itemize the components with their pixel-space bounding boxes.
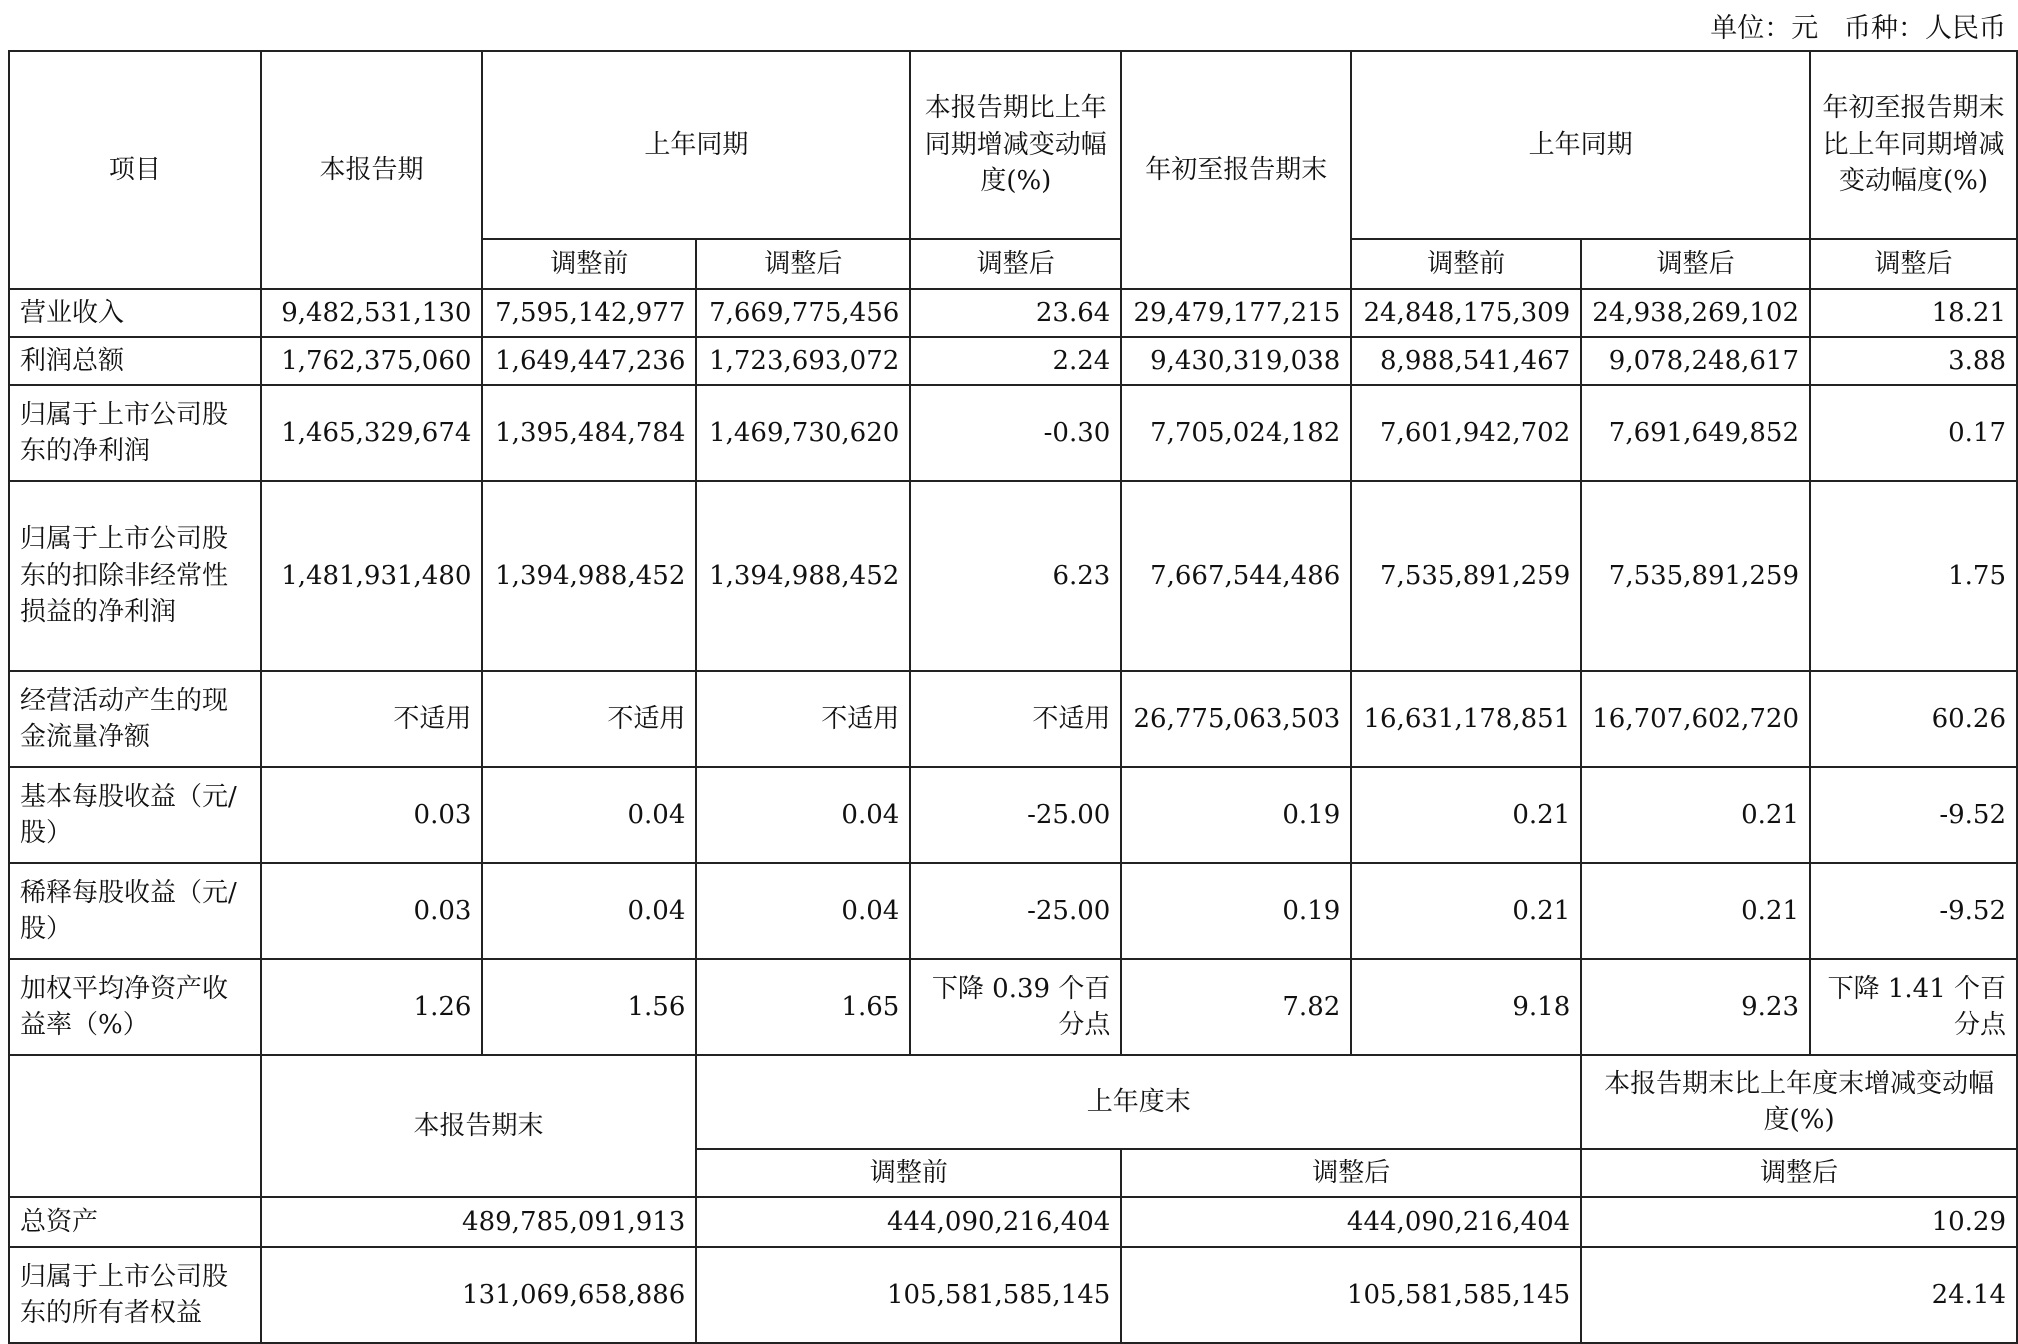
cell-value: 0.17 [1810,385,2017,481]
cell-value: 下降 0.39 个百分点 [910,959,1121,1055]
subheader-after-adjust-bottom: 调整后 [1121,1149,1581,1197]
row-label: 总资产 [9,1197,261,1247]
cell-value: 7,535,891,259 [1351,481,1581,671]
table-row [9,385,2017,481]
cell-value: 0.21 [1351,863,1581,959]
cell-value: 16,707,602,720 [1581,671,1810,767]
subheader-after-adjust: 调整后 [696,239,910,289]
cell-value: 444,090,216,404 [1121,1197,1581,1247]
cell-value: -9.52 [1810,767,2017,863]
cell-value: 9,482,531,130 [261,289,483,337]
cell-value: 1,395,484,784 [482,385,696,481]
row-label: 加权平均净资产收益率（%） [9,959,261,1055]
cell-value: 1,469,730,620 [696,385,910,481]
cell-value: 7,601,942,702 [1351,385,1581,481]
cell-value: 3.88 [1810,337,2017,385]
row-label: 归属于上市公司股东的净利润 [9,385,261,481]
cell-value: 0.03 [261,767,483,863]
cell-value: 8,988,541,467 [1351,337,1581,385]
cell-value: 60.26 [1810,671,2017,767]
cell-value: 7,667,544,486 [1121,481,1351,671]
cell-value: 不适用 [482,671,696,767]
row-label: 基本每股收益（元/股） [9,767,261,863]
bottom-header-blank [9,1055,261,1197]
cell-value: 不适用 [261,671,483,767]
table-row [9,481,2017,671]
cell-value: 0.21 [1581,767,1810,863]
cell-value: 0.21 [1581,863,1810,959]
cell-value: 2.24 [910,337,1121,385]
cell-value: 10.29 [1581,1197,2017,1247]
row-label: 利润总额 [9,337,261,385]
header-ytd-change-pct: 年初至报告期末比上年同期增减变动幅度(%) [1810,51,2017,239]
financial-table [8,50,2018,1344]
table-row [9,671,2017,767]
unit-note: 单位：元 币种：人民币 [1710,13,2006,44]
cell-value: 0.04 [482,863,696,959]
subheader-before-adjust-bottom: 调整前 [696,1149,1121,1197]
cell-value: 105,581,585,145 [696,1247,1121,1343]
cell-value: 1,465,329,674 [261,385,483,481]
cell-value: 下降 1.41 个百分点 [1810,959,2017,1055]
header-current-period: 本报告期 [261,51,483,289]
cell-value: 29,479,177,215 [1121,289,1351,337]
cell-value: 18.21 [1810,289,2017,337]
cell-value: 1.56 [482,959,696,1055]
cell-value: 7,705,024,182 [1121,385,1351,481]
cell-value: -9.52 [1810,863,2017,959]
table-row [9,337,2017,385]
cell-value: 1,394,988,452 [482,481,696,671]
cell-value: 16,631,178,851 [1351,671,1581,767]
cell-value: 0.04 [696,767,910,863]
row-label: 经营活动产生的现金流量净额 [9,671,261,767]
cell-value: 0.21 [1351,767,1581,863]
cell-value: 7,691,649,852 [1581,385,1810,481]
cell-value: 1.26 [261,959,483,1055]
cell-value: 444,090,216,404 [696,1197,1121,1247]
cell-value: 26,775,063,503 [1121,671,1351,767]
header-ytd: 年初至报告期末 [1121,51,1351,289]
header-period-end: 本报告期末 [261,1055,697,1197]
cell-value: 1,649,447,236 [482,337,696,385]
header-last-year-end: 上年度末 [696,1055,1581,1149]
cell-value: 9,078,248,617 [1581,337,1810,385]
cell-value: 9,430,319,038 [1121,337,1351,385]
table-row [9,863,2017,959]
cell-value: 1,481,931,480 [261,481,483,671]
cell-value: 105,581,585,145 [1121,1247,1581,1343]
row-label: 归属于上市公司股东的扣除非经常性损益的净利润 [9,481,261,671]
header-item: 项目 [9,51,261,289]
cell-value: 131,069,658,886 [261,1247,697,1343]
cell-value: -0.30 [910,385,1121,481]
header-change-pct: 本报告期比上年同期增减变动幅度(%) [910,51,1121,239]
cell-value: 489,785,091,913 [261,1197,697,1247]
cell-value: 7,595,142,977 [482,289,696,337]
cell-value: 0.19 [1121,863,1351,959]
subheader-after-adjust-2: 调整后 [1581,239,1810,289]
cell-value: 1,394,988,452 [696,481,910,671]
cell-value: 7.82 [1121,959,1351,1055]
subheader-before-adjust: 调整前 [482,239,696,289]
cell-value: 0.04 [482,767,696,863]
table-row [9,767,2017,863]
header-same-period-last-year: 上年同期 [482,51,910,239]
cell-value: 6.23 [910,481,1121,671]
subheader-change-after: 调整后 [910,239,1121,289]
cell-value: 0.03 [261,863,483,959]
cell-value: -25.00 [910,767,1121,863]
cell-value: 24.14 [1581,1247,2017,1343]
cell-value: 23.64 [910,289,1121,337]
cell-value: 7,669,775,456 [696,289,910,337]
table-row [9,1247,2017,1343]
cell-value: 24,848,175,309 [1351,289,1581,337]
cell-value: 24,938,269,102 [1581,289,1810,337]
cell-value: 7,535,891,259 [1581,481,1810,671]
cell-value: 0.04 [696,863,910,959]
cell-value: 1.75 [1810,481,2017,671]
cell-value: 9.23 [1581,959,1810,1055]
cell-value: 9.18 [1351,959,1581,1055]
row-label: 归属于上市公司股东的所有者权益 [9,1247,261,1343]
subheader-change-after-bottom: 调整后 [1581,1149,2017,1197]
cell-value: 0.19 [1121,767,1351,863]
header-change-vs-last-year-end: 本报告期末比上年度末增减变动幅度(%) [1581,1055,2017,1149]
subheader-before-adjust-2: 调整前 [1351,239,1581,289]
cell-value: -25.00 [910,863,1121,959]
subheader-ytd-change-after: 调整后 [1810,239,2017,289]
row-label: 营业收入 [9,289,261,337]
cell-value: 1,762,375,060 [261,337,483,385]
cell-value: 1,723,693,072 [696,337,910,385]
cell-value: 不适用 [910,671,1121,767]
table-row [9,959,2017,1055]
table-row [9,289,2017,337]
cell-value: 1.65 [696,959,910,1055]
header-same-period-last-year-2: 上年同期 [1351,51,1810,239]
cell-value: 不适用 [696,671,910,767]
row-label: 稀释每股收益（元/股） [9,863,261,959]
table-row [9,1197,2017,1247]
